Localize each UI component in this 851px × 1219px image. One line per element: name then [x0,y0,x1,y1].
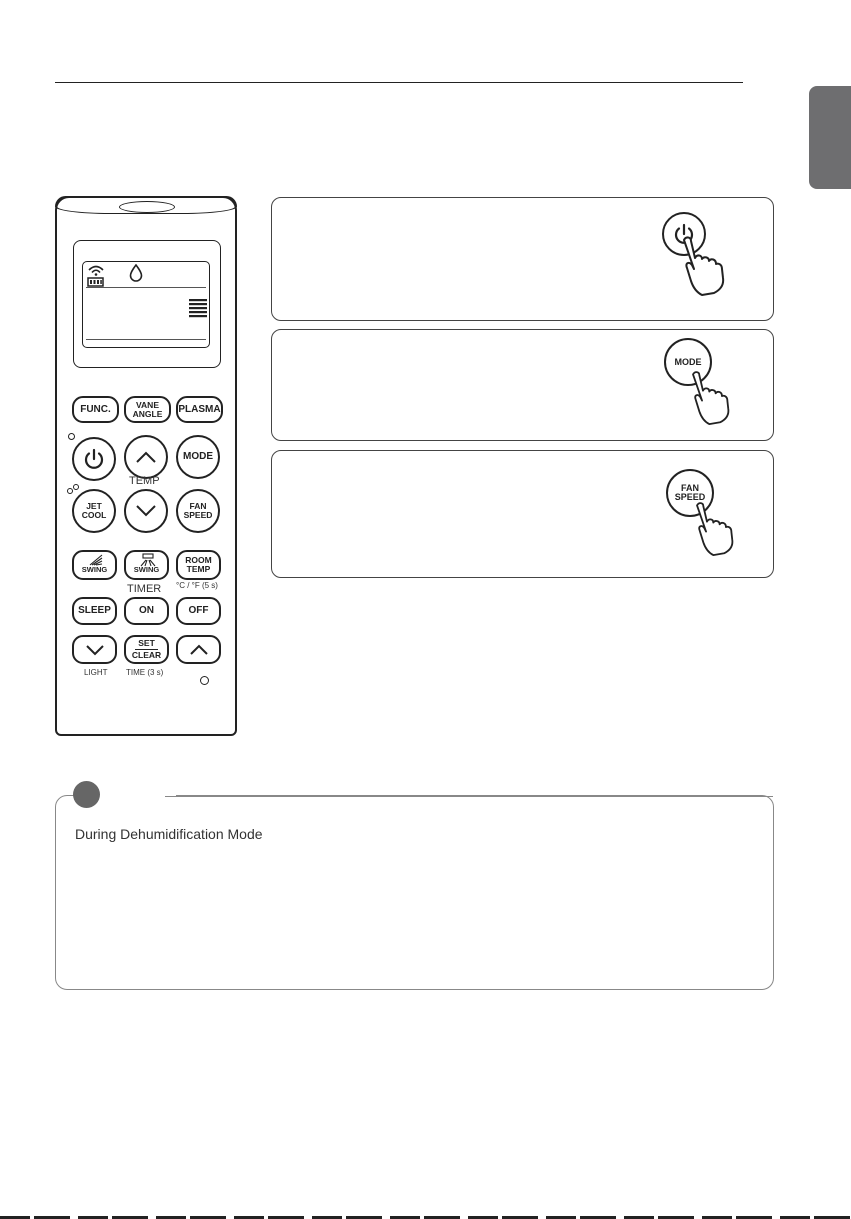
step-box-3 [271,450,774,578]
power-icon [82,447,106,471]
clear-label: CLEAR [131,650,162,660]
note-box [55,795,774,990]
timer-off-button[interactable]: OFF [176,597,221,625]
timer-up-button[interactable] [176,635,221,664]
plasma-button[interactable]: PLASMA [176,396,223,423]
section-tab [809,86,851,189]
timer-on-button[interactable]: ON [124,597,169,625]
remote-control [55,196,237,736]
light-label: LIGHT [84,668,108,677]
swing-vertical-button[interactable] [124,550,169,580]
temp-label: TEMP [129,475,160,487]
water-drop-icon [129,264,143,282]
chevron-up-icon [189,644,209,656]
set-clear-button[interactable] [124,635,169,664]
lcd-display [73,240,221,368]
func-button[interactable]: FUNC. [72,396,119,423]
chevron-up-icon [135,450,157,464]
swing-horizontal-button[interactable] [72,550,117,580]
lcd-divider-top [86,287,206,288]
jet-dot-icon [67,488,73,494]
lcd-divider-bottom [86,339,206,340]
swing-vertical-icon [137,553,159,567]
unit-switch-label: °C / °F (5 s) [176,581,218,590]
pointing-hand-icon [688,495,744,561]
pointing-hand-icon [684,364,740,430]
fan-level-icon [189,298,207,320]
note-icon [73,781,100,808]
power-button[interactable] [72,437,116,481]
note-heading: During Dehumidification Mode [75,826,263,842]
signal-icon [87,264,105,276]
header-rule [55,82,743,83]
step3-fan-speed-button: FAN SPEED [666,469,714,517]
swing-fan-icon [88,554,104,566]
swing-horizontal-label: SWING [81,565,108,574]
note-rule [165,796,773,797]
chevron-down-icon [85,644,105,656]
timer-label: TIMER [127,583,162,595]
battery-icon [87,277,105,287]
jet-cool-button[interactable]: JET COOL [72,489,116,533]
remote-top-cap [55,196,237,214]
power-indicator [68,433,75,440]
sleep-button[interactable]: SLEEP [72,597,117,625]
mode-button[interactable]: MODE [176,435,220,479]
ir-emitter [119,201,175,213]
jet-dot-icon [73,484,79,490]
step-box-1 [271,197,774,321]
temp-up-button[interactable] [124,435,168,479]
temp-down-button[interactable] [124,489,168,533]
step2-mode-button: MODE [664,338,712,386]
time-hold-label: TIME (3 s) [126,668,164,677]
step-box-2 [271,329,774,441]
timer-down-button[interactable] [72,635,117,664]
room-temp-button[interactable]: ROOM TEMP [176,550,221,580]
vane-angle-button[interactable]: VANE ANGLE [124,396,171,423]
fan-speed-button[interactable]: FAN SPEED [176,489,220,533]
set-label: SET [135,639,158,650]
pointing-hand-icon [674,232,736,298]
reset-hole[interactable] [200,676,209,685]
chevron-down-icon [135,504,157,518]
swing-vertical-label: SWING [133,565,160,574]
lcd-screen [82,261,210,348]
